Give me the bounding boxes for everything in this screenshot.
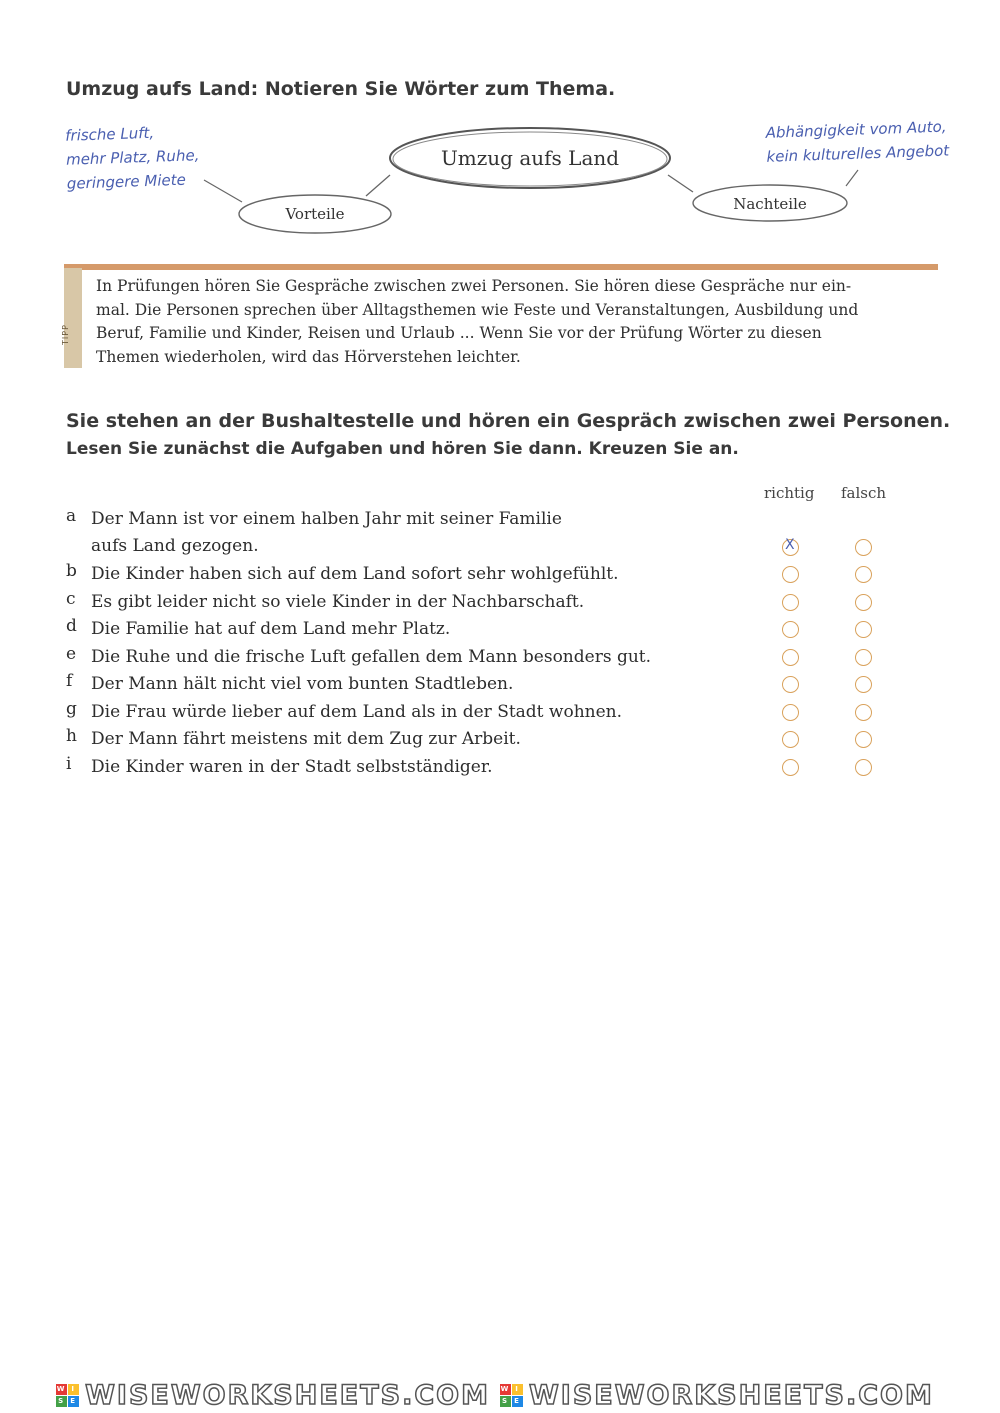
item-letter: g <box>66 698 77 719</box>
logo-letter: E <box>512 1396 523 1407</box>
tipp-text <box>96 275 931 369</box>
connector-center-left <box>366 175 390 196</box>
radio-richtig[interactable] <box>782 566 799 583</box>
item-statement <box>91 644 731 671</box>
tipp-line: Themen wiederholen, wird das Hörverstehen leichter. <box>96 347 521 366</box>
tipp-line: mal. Die Personen sprechen über Alltagsthemen wie Feste und Veranstaltungen, Ausbildung und <box>96 300 859 319</box>
item-statement <box>91 506 731 560</box>
radio-richtig[interactable] <box>782 539 799 556</box>
column-header-richtig: richtig <box>764 484 815 502</box>
item-statement <box>91 589 731 616</box>
tipp-line: In Prüfungen hören Sie Gespräche zwischen zwei Personen. Sie hören diese Gespräche nur ein- <box>96 277 852 295</box>
watermark-text: WISEWORKSHEETS.COM <box>529 1380 934 1411</box>
statement-line: Die Kinder waren in der Stadt selbstständiger. <box>91 756 493 777</box>
exercise-item <box>66 671 946 699</box>
logo-letter: I <box>512 1384 523 1395</box>
note-line: mehr Platz, Ruhe, <box>65 146 200 169</box>
logo-letter: S <box>58 1397 66 1405</box>
exercise-item <box>66 616 946 644</box>
statement-line: Der Mann fährt meistens mit dem Zug zur Arbeit. <box>91 729 521 749</box>
handwritten-notes-vorteile <box>65 118 227 196</box>
statement-line: Die Kinder haben sich auf dem Land sofort sehr wohlgefühlt. <box>91 564 619 584</box>
radio-falsch[interactable] <box>855 621 872 638</box>
logo-icon <box>500 1384 523 1407</box>
note-line: kein kulturelles Angebot <box>766 141 950 166</box>
radio-richtig[interactable] <box>782 676 799 693</box>
logo-letter: S <box>501 1397 510 1405</box>
item-letter: f <box>66 671 73 691</box>
watermark-text: WISEWORKSHEETS.COM <box>85 1380 490 1411</box>
item-letter: d <box>66 616 77 636</box>
item-statement <box>91 671 731 698</box>
statement-line: Die Frau würde lieber auf dem Land als in der Stadt wohnen. <box>91 701 623 722</box>
item-statement <box>91 754 731 781</box>
statement-line: aufs Land gezogen. <box>91 536 259 556</box>
radio-falsch[interactable] <box>855 566 872 583</box>
statement-line: Der Mann hält nicht viel vom bunten Stadtleben. <box>91 674 514 694</box>
statement-line: Es gibt leider nicht so viele Kinder in der Nachbarschaft. <box>91 591 585 612</box>
connector-notes-right <box>846 170 858 186</box>
handwritten-notes-nachteile <box>765 113 987 169</box>
tipp-side-bar <box>64 268 82 368</box>
statement-line: Der Mann ist vor einem halben Jahr mit seiner Familie <box>91 509 562 529</box>
exercise-item <box>66 726 946 754</box>
radio-falsch[interactable] <box>855 704 872 721</box>
radio-richtig[interactable] <box>782 704 799 721</box>
footer-watermark <box>0 1378 1000 1413</box>
statement-line: Die Familie hat auf dem Land mehr Platz. <box>91 619 451 639</box>
radio-falsch[interactable] <box>855 649 872 666</box>
note-line: Abhängigkeit vom Auto, <box>765 117 947 142</box>
logo-icon <box>56 1384 79 1407</box>
logo-letter: E <box>68 1396 79 1407</box>
item-statement <box>91 561 731 588</box>
section-title-mindmap: Umzug aufs Land: Notieren Sie Wörter zum Thema. <box>66 78 616 100</box>
tipp-top-border <box>64 264 938 270</box>
item-letter: c <box>66 588 76 609</box>
column-header-falsch: falsch <box>841 484 887 502</box>
note-line: geringere Miete <box>66 170 187 193</box>
radio-richtig[interactable] <box>782 649 799 666</box>
section-title-exercise: Sie stehen an der Bushaltestelle und hören ein Gespräch zwischen zwei Personen. <box>66 410 951 432</box>
item-letter: a <box>66 506 77 526</box>
item-letter: h <box>66 726 77 746</box>
exercise-item <box>66 699 946 727</box>
radio-falsch[interactable] <box>855 594 872 611</box>
mindmap-vorteile-label: Vorteile <box>285 205 345 223</box>
item-letter: b <box>66 561 77 581</box>
exercise-instructions: Lesen Sie zunächst die Aufgaben und hören Sie dann. Kreuzen Sie an. <box>66 439 739 459</box>
radio-richtig[interactable] <box>782 731 799 748</box>
exercise-item <box>66 506 946 561</box>
statement-line: Die Ruhe und die frische Luft gefallen dem Mann besonders gut. <box>91 646 652 667</box>
item-letter: i <box>66 753 72 774</box>
radio-richtig[interactable] <box>782 621 799 638</box>
item-statement <box>91 616 731 643</box>
logo-letter: W <box>56 1385 67 1393</box>
exercise-item <box>66 644 946 672</box>
radio-richtig[interactable] <box>782 594 799 611</box>
note-line: frische Luft, <box>64 123 155 145</box>
exercise-item <box>66 561 946 589</box>
item-statement <box>91 726 731 753</box>
mindmap-nachteile-label: Nachteile <box>733 195 807 213</box>
item-statement <box>91 699 731 726</box>
logo-letter: W <box>500 1385 511 1393</box>
radio-falsch[interactable] <box>855 676 872 693</box>
mindmap-center-label: Umzug aufs Land <box>440 146 620 170</box>
radio-falsch[interactable] <box>855 539 872 556</box>
connector-center-right <box>668 175 693 192</box>
radio-falsch[interactable] <box>855 731 872 748</box>
item-letter: e <box>66 643 77 664</box>
tipp-label: TIPP <box>61 324 70 345</box>
tipp-line: Beruf, Familie und Kinder, Reisen und Urlaub ... Wenn Sie vor der Prüfung Wörter zu diesen <box>96 324 822 342</box>
exercise-item <box>66 754 946 782</box>
radio-richtig[interactable] <box>782 759 799 776</box>
exercise-item <box>66 589 946 617</box>
radio-falsch[interactable] <box>855 759 872 776</box>
logo-letter: I <box>68 1384 79 1395</box>
